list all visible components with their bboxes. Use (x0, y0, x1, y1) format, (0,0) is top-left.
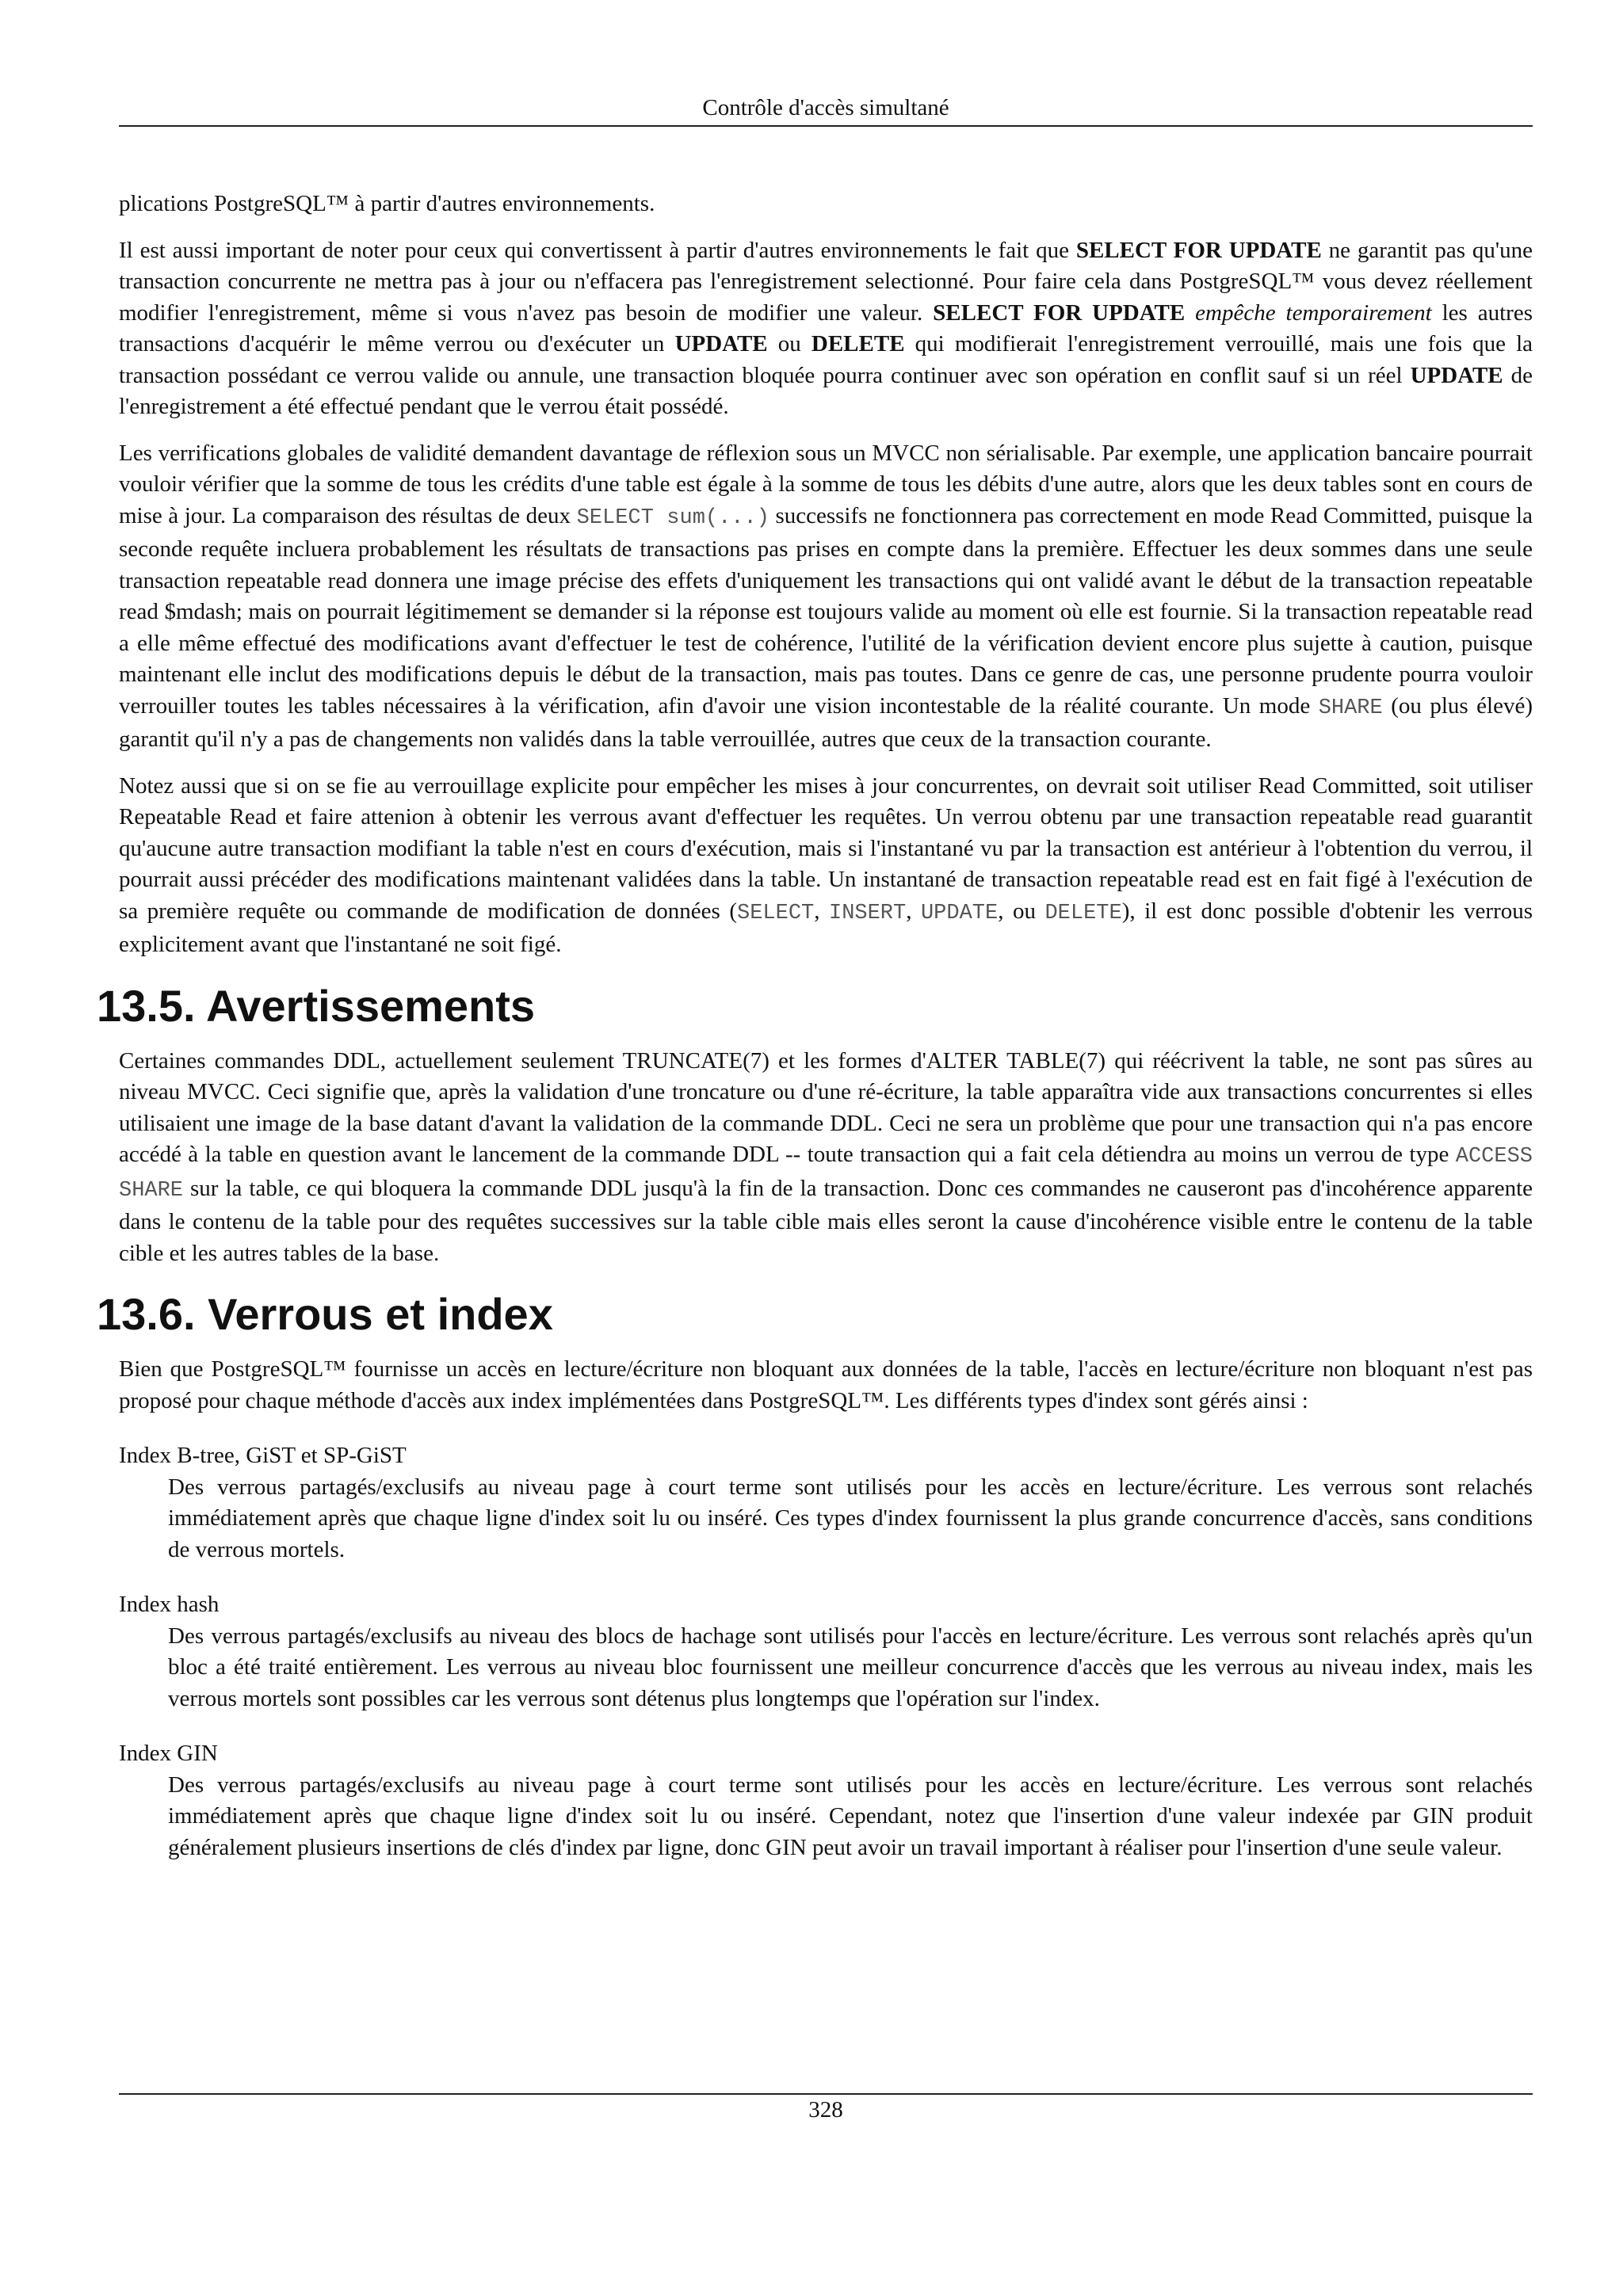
code-select-sum: SELECT sum(...) (576, 505, 769, 530)
text-span: , (906, 898, 921, 924)
text-span: ne garantit pas qu'une transaction concurrente ne mettra pas à jour ou n'effacera pas l'enregistrement selectionné. Pour faire cela dans PostgreSQL™ vous devez réellement modifier l'enregistrement, même si vous n'avez pas besoin de modifier une valeur. (119, 237, 1533, 326)
code-delete: DELETE (1044, 901, 1122, 925)
section-heading-verrous-index: 13.6. Verrous et index (97, 1289, 553, 1339)
code-insert: INSERT (829, 901, 907, 925)
paragraph-explicit-locking (119, 771, 1533, 961)
section-heading-avertissements: 13.5. Avertissements (97, 980, 536, 1031)
text-span: sur la table, ce qui bloquera la commande DDL jusqu'à la fin de la transaction. Donc ces commandes ne causeront pas d'incohérence apparente dans le contenu de la table pour des requêtes successives sur la table cible mais elles seront la cause d'incohérence visible entre le contenu de la table cible et les autres tables de la base. (119, 1175, 1533, 1266)
text-span: successifs ne fonctionnera pas correctement en mode Read Committed, puisque la seconde requête incluera probablement les résultats de transactions pas prises en compte dans la première. Effectuer les deux sommes dans une seule transaction repeatable read donnera une image précise des effets d'uniquement les transactions qui ont validé avant le début de la transaction repeatable read $mdash; mais on pourrait légitimement se demander si la réponse est toujours valide au moment où elle est fournie. Si la transaction repeatable read a elle même effectué des modifications avant d'effectuer le test de cohérence, l'utilité de la vérification devient encore plus sujette à caution, puisque maintenant elle inclut des modifications depuis le début de la transaction, mais pas toutes. Dans ce genre de cas, une personne prudente pourra vouloir verrouiller toutes les tables nécessaires à la vérification, afin d'avoir une vision incontestable de la réalité courante. Un mode (119, 502, 1533, 719)
keyword-delete: DELETE (811, 331, 905, 357)
running-header: Contrôle d'accès simultané (702, 95, 949, 120)
text-span: les autres transactions d'acquérir le même verrou ou d'exécuter un (119, 299, 1533, 357)
text-span: ), il est donc possible d'obtenir les verrous explicitement avant que l'instantané ne soit figé. (119, 898, 1533, 957)
header-divider (119, 125, 1533, 127)
index-type-term: Index hash (119, 1592, 220, 1617)
text-span: , (814, 898, 829, 924)
document-page (97, 0, 1533, 2296)
text-span: Notez aussi que si on se fie au verrouillage explicite pour empêcher les mises à jour concurrentes, on devrait soit utiliser Read Committed, soit utiliser Repeatable Read et faire attenion à obtenir les verrous avant d'effectuer les requêtes. Un verrou obtenu par une transaction repeatable read guarantit qu'aucune autre transaction modifiant la table n'est en cours d'exécution, mais si l'instantané vu par la transaction est antérieur à l'obtention du verrou, il pourrait aussi précéder des modifications maintenant validées dans la table. Un instantané de transaction repeatable read est en fait figé à l'exécution de sa première requête ou commande de modification de données ( (119, 772, 1533, 924)
code-update: UPDATE (920, 901, 999, 925)
paragraph-continuation: plications PostgreSQL™ à partir d'autres environnements. (119, 191, 655, 216)
emphasis-text: empêche temporairement (1195, 299, 1432, 326)
page-body (97, 189, 1533, 1863)
text-span: Les verrifications globales de validité demandent davantage de réflexion sous un MVCC non sérialisable. Par exemple, une application bancaire pourrait vouloir vérifier que la somme de tous les crédits d'une table est égale à la somme de tous les débits d'une autre, alors que les deux tables sont en cours de mise à jour. La comparaison des résultas de deux (119, 440, 1533, 528)
index-type-description: Des verrous partagés/exclusifs au niveau page à court terme sont utilisés pour les accès en lecture/écriture. Les verrous sont relachés immédiatement après que chaque ligne d'index soit lu ou inséré. Cependant, notez que l'insertion d'une valeur indexée par GIN produit généralement plusieurs insertions de clés d'index par ligne, donc GIN peut avoir un travail important à réaliser pour l'insertion d'une seule valeur. (168, 1772, 1533, 1860)
code-select: SELECT (737, 901, 815, 925)
page-number: 328 (808, 2097, 843, 2122)
code-access-share: ACCESS SHARE (119, 1145, 1533, 1203)
keyword-select-for-update: SELECT FOR UPDATE (933, 299, 1186, 326)
index-type-term: Index GIN (119, 1741, 218, 1766)
text-span: Certaines commandes DDL, actuellement seulement TRUNCATE(7) et les formes d'ALTER TABLE(7) qui réécrivent la table, ne sont pas sûres au niveau MVCC. Ceci signifie que, après la validation d'une troncature ou d'une ré-écriture, la table apparaîtra vide aux transactions concurrentes si elles utilisaient une image de la base datant d'avant la validation de la commande DDL. Ceci ne sera un problème que pour une transaction qui n'a pas encore accédé à la table en question avant le lancement de la commande DDL -- toute transaction qui a fait cela détiendra au moins un verrou de type (119, 1047, 1533, 1167)
footer-divider (119, 2093, 1533, 2095)
index-type-description: Des verrous partagés/exclusifs au niveau des blocs de hachage sont utilisés pour l'accès en lecture/écriture. Les verrous sont relachés après qu'un bloc a été traité entièrement. Les verrous au niveau bloc fournissent une meilleur concurrence d'accès que les verrous au niveau index, mais les verrous mortels sont possibles car les verrous sont détenus plus longtemps que l'opération sur l'index. (168, 1623, 1533, 1711)
keyword-update: UPDATE (674, 331, 768, 357)
index-type-term: Index B-tree, GiST et SP-GiST (119, 1443, 407, 1468)
text-span: Il est aussi important de noter pour ceux qui convertissent à partir d'autres environnements le fait que (119, 237, 1076, 263)
text-span: (ou plus élevé) garantit qu'il n'y a pas de changements non validés dans la table verrouillée, autres que ceux de la transaction courante. (119, 692, 1533, 752)
paragraph-global-validity (119, 438, 1533, 756)
text-span: ou (767, 331, 812, 357)
keyword-update: UPDATE (1410, 362, 1503, 388)
paragraph-index-intro: Bien que PostgreSQL™ fournisse un accès en lecture/écriture non bloquant aux données de la table, l'accès en lecture/écriture non bloquant n'est pas proposé pour chaque méthode d'accès aux index implémentées dans PostgreSQL™. Les différents types d'index sont gérés ainsi : (119, 1356, 1533, 1413)
code-share: SHARE (1318, 696, 1383, 720)
text-span: , ou (998, 898, 1045, 924)
paragraph-ddl-warning (119, 1046, 1533, 1270)
paragraph-select-for-update (119, 235, 1533, 423)
index-type-description: Des verrous partagés/exclusifs au niveau page à court terme sont utilisés pour les accès en lecture/écriture. Les verrous sont relachés immédiatement après que chaque ligne d'index soit lu ou inséré. Ces types d'index fournissent la plus grande concurrence d'accès, sans conditions de verrous mortels. (168, 1474, 1533, 1562)
text-span: qui modifierait l'enregistrement verrouillé, mais une fois que la transaction possédant ce verrou valide ou annule, une transaction bloquée pourra continuer avec son opération en conflit sauf si un réel (119, 331, 1533, 388)
keyword-select-for-update: SELECT FOR UPDATE (1075, 237, 1322, 263)
index-types-list (119, 1440, 1533, 1863)
text-span: de l'enregistrement a été effectué pendant que le verrou était possédé. (119, 362, 1533, 419)
